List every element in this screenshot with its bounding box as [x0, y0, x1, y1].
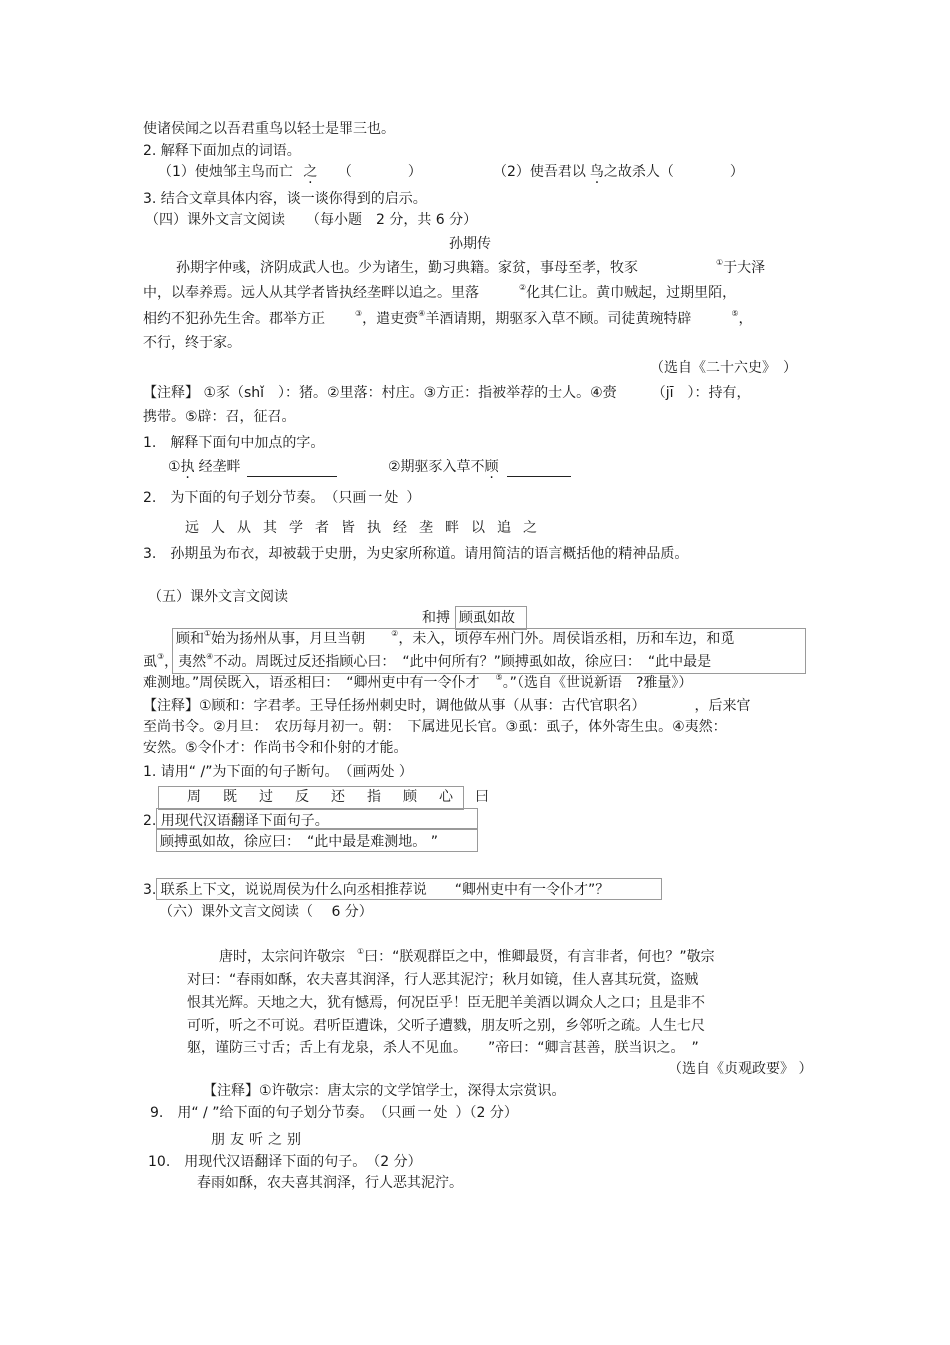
passage-line: 对曰：“春雨如酥，农夫喜其润泽，行人恶其泥泞；秋月如镜，佳人喜其玩赏，盗贼	[187, 972, 699, 988]
note-line: 安然。⑤令仆才：作尚书令和仆射的才能。	[143, 740, 408, 756]
question-3: 3. 结合文章具体内容，谈一谈你得到的启示。	[143, 191, 427, 207]
dotted-word: 顾	[484, 459, 499, 475]
passage-line: 孙期字仲彧，济阴成武人也。少为诸生，勤习典籍。家贫，事母至孝，牧豕 ①于大泽	[176, 258, 766, 276]
passage-line: 相约不犯孙先生舍。郡举方正 ③，遣吏赍④羊酒请期，期驱豕入草不顾。司徒黄琬特辟 ⑤，	[143, 309, 753, 327]
source-citation: （选自《二十六史》 ）	[650, 360, 797, 376]
passage-line: 不行，终于家。	[143, 335, 241, 351]
question-2: 2. 解释下面加点的词语。	[143, 143, 301, 159]
boxed-text: 顾虱如故	[459, 610, 515, 626]
question-3: 3. 孙期虽为布衣，却被载于史册，为史家所称道。请用简洁的语言概括他的精神品质。	[143, 546, 689, 562]
question-2: 2. 为下面的句子划分节奏。 （只画一处 ）	[143, 490, 421, 506]
passage-line: 顾和①始为扬州从事，月旦当朝 ②，未入，顷停车州门外。周侯诣丞相，历和车边，和觅	[176, 629, 735, 647]
question-1-item-2: ②期驱豕入草不顾	[388, 457, 571, 477]
note-line: 携带。⑤辟：召，征召。	[143, 409, 296, 425]
translate-sentence: 顾搏虱如故，徐应曰： “此中最是难测地。 ”	[160, 834, 438, 850]
dotted-word: 执	[180, 459, 195, 475]
dotted-word: 之	[303, 164, 318, 180]
passage-title: 孙期传	[449, 236, 491, 252]
note-line: 【注释】①许敬宗：唐太宗的文学馆学士，深得太宗赏识。	[203, 1083, 566, 1099]
source-citation: （选自《贞观政要》 ）	[668, 1061, 813, 1077]
question-3: 3. 联系上下文，说说周侯为什么向丞相推荐说 “卿州吏中有一令仆才”？	[143, 882, 610, 898]
dotted-phrase: 画一处	[352, 490, 401, 506]
section-heading: （六）课外文言文阅读（ 6 分）	[159, 904, 373, 920]
question-9: 9. 用“ / ”给下面的句子划分节奏。 （只画一处 ）（2 分）	[150, 1105, 518, 1121]
punctuation-sentence: 周既过反还指顾心曰	[187, 789, 511, 805]
passage-line: 可听，听之不可说。君听臣遭诛，父听子遭戮，朋友听之别，乡邻听之疏。人生七尺	[187, 1018, 705, 1034]
passage-line: 躯，谨防三寸舌；舌上有龙泉，杀人不见血。 ”帝曰：“卿言甚善，朕当识之。 ”	[187, 1040, 699, 1056]
answer-blank[interactable]	[247, 476, 337, 477]
passage-line: 恨其光辉。天地之大，犹有憾焉，何况臣乎！臣无肥羊美酒以调众人之口；且是非不	[187, 995, 705, 1011]
question-1-item-1: ①执 经垄畔	[168, 457, 337, 477]
note-line: 至尚书令。②月旦： 农历每月初一。朝： 下属进见长官。③虱：虱子，体外寄生虫。④夷然：	[143, 719, 727, 735]
rhythm-sentence: 朋友听之别	[211, 1132, 306, 1148]
question-2: 2. 用现代汉语翻译下面句子。	[143, 813, 329, 829]
section-heading: （四）课外文言文阅读 （每小题 2 分，共 6 分）	[145, 212, 478, 228]
section-heading: （五）课外文言文阅读	[148, 589, 288, 605]
dotted-word: 鸟	[589, 164, 604, 180]
translate-sentence: 春雨如酥，农夫喜其润泽，行人恶其泥泞。	[197, 1175, 463, 1191]
text-line: 使诸侯闻之以吾君重鸟以轻士是罪三也。	[143, 121, 395, 137]
rhythm-sentence: 远人从其学者皆执经垄畔以追之	[185, 520, 549, 536]
dotted-phrase: 画一处	[401, 1105, 450, 1121]
passage-line: 唐时，太宗问许敬宗 ①曰：“朕观群臣之中，惟卿最贤，有言非者，何也？”敬宗	[219, 947, 715, 965]
passage-line: 虱③，夷然④不动。周既过反还指顾心曰： “此中何所有？”顾搏虱如故，徐应曰： “此中最是	[143, 652, 712, 670]
question-1: 1. 解释下面句中加点的字。	[143, 435, 325, 451]
question-1: 1. 请用“ /”为下面的句子断句。 （画两处 ）	[143, 764, 413, 780]
question-10: 10. 用现代汉语翻译下面的句子。 （2 分）	[148, 1154, 422, 1170]
boxed-text: 和搏	[422, 610, 450, 626]
question-2-item-2: （2）使吾君以 鸟之故杀人（ ）	[493, 164, 744, 180]
passage-line: 中，以奉养焉。远人从其学者皆执经垄畔以追之。里落 ②化其仁让。黄巾贼起，过期里陌，	[143, 283, 737, 301]
answer-blank[interactable]	[507, 476, 571, 477]
note-line: 【注释】①顾和：字君孝。王导任扬州刺史时，调他做从事（从事：古代官职名） ，后来官	[143, 698, 751, 714]
question-2-item-1: （1）使烛邹主鸟而亡 之 （ ）	[158, 164, 422, 180]
note-line: 【注释】 ①豕（shǐ ）：猪。②里落：村庄。③方正：指被举荐的士人。④赍 （jī ）：持有，	[143, 385, 751, 401]
passage-line: 难测地。”周侯既入，语丞相曰： “卿州吏中有一令仆才 ⑤。”（选自《世说新语 ?雅量》）	[143, 673, 693, 691]
